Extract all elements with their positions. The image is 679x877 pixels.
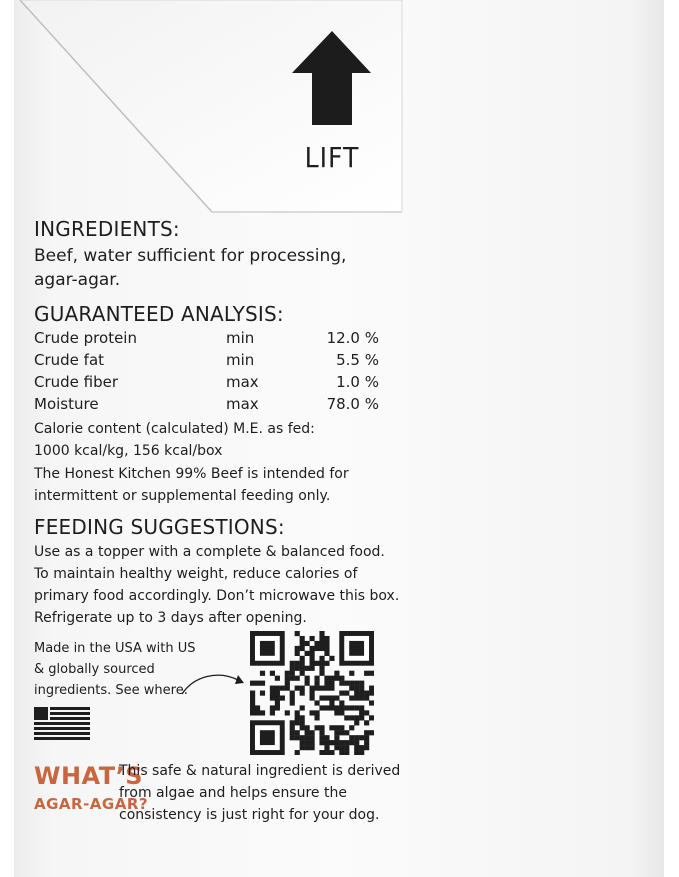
calorie-line-2: 1000 kcal/kg, 156 kcal/box	[34, 443, 223, 459]
lift-label: LIFT	[304, 141, 360, 174]
analysis-type: min	[226, 329, 255, 347]
calorie-line-1: Calorie content (calculated) M.E. as fed:	[34, 421, 315, 437]
feeding-line-4: Refrigerate up to 3 days after opening.	[34, 610, 307, 626]
analysis-type: min	[226, 351, 255, 369]
feeding-line-3: primary food accordingly. Don’t microwave this box.	[34, 588, 400, 604]
analysis-value: 1.0 %	[336, 373, 379, 391]
curved-arrow-icon	[178, 668, 248, 698]
ingredients-heading: INGREDIENTS:	[34, 217, 180, 241]
analysis-heading: GUARANTEED ANALYSIS:	[34, 302, 284, 326]
agar-title-line-2: AGAR-AGAR?	[34, 795, 149, 813]
feeding-line-2: To maintain healthy weight, reduce calories of	[34, 566, 358, 582]
origin-line-1: Made in the USA with US	[34, 641, 196, 656]
ingredients-line-2: agar-agar.	[34, 270, 121, 290]
intended-line-2: intermittent or supplemental feeding only.	[34, 488, 331, 504]
origin-text	[34, 638, 196, 701]
feeding-line-1: Use as a topper with a complete & balanced food.	[34, 544, 385, 560]
qr-code-icon[interactable]	[250, 631, 374, 755]
agar-line-3: consistency is just right for your dog.	[119, 807, 380, 823]
analysis-value: 5.5 %	[336, 351, 379, 369]
analysis-value: 78.0 %	[326, 395, 379, 413]
analysis-row	[34, 351, 379, 373]
intended-line-1: The Honest Kitchen 99% Beef is intended for	[34, 466, 349, 482]
analysis-row	[34, 373, 379, 395]
origin-line-2: & globally sourced	[34, 662, 155, 677]
agar-title-line-1: WHAT’S	[34, 762, 144, 790]
agar-line-2: from algae and helps ensure the	[119, 785, 347, 801]
analysis-row	[34, 395, 379, 417]
analysis-name: Crude fat	[34, 351, 105, 369]
analysis-type: max	[226, 373, 259, 391]
analysis-type: max	[226, 395, 259, 413]
us-flag-icon	[34, 707, 90, 741]
analysis-row	[34, 329, 379, 351]
analysis-value: 12.0 %	[326, 329, 379, 347]
agar-line-1: This safe & natural ingredient is derived	[119, 763, 401, 779]
analysis-name: Moisture	[34, 395, 99, 413]
analysis-name: Crude protein	[34, 329, 137, 347]
origin-line-3: ingredients. See where.	[34, 683, 188, 698]
feeding-heading: FEEDING SUGGESTIONS:	[34, 515, 285, 539]
analysis-name: Crude fiber	[34, 373, 119, 391]
ingredients-line-1: Beef, water sufficient for processing,	[34, 246, 347, 266]
